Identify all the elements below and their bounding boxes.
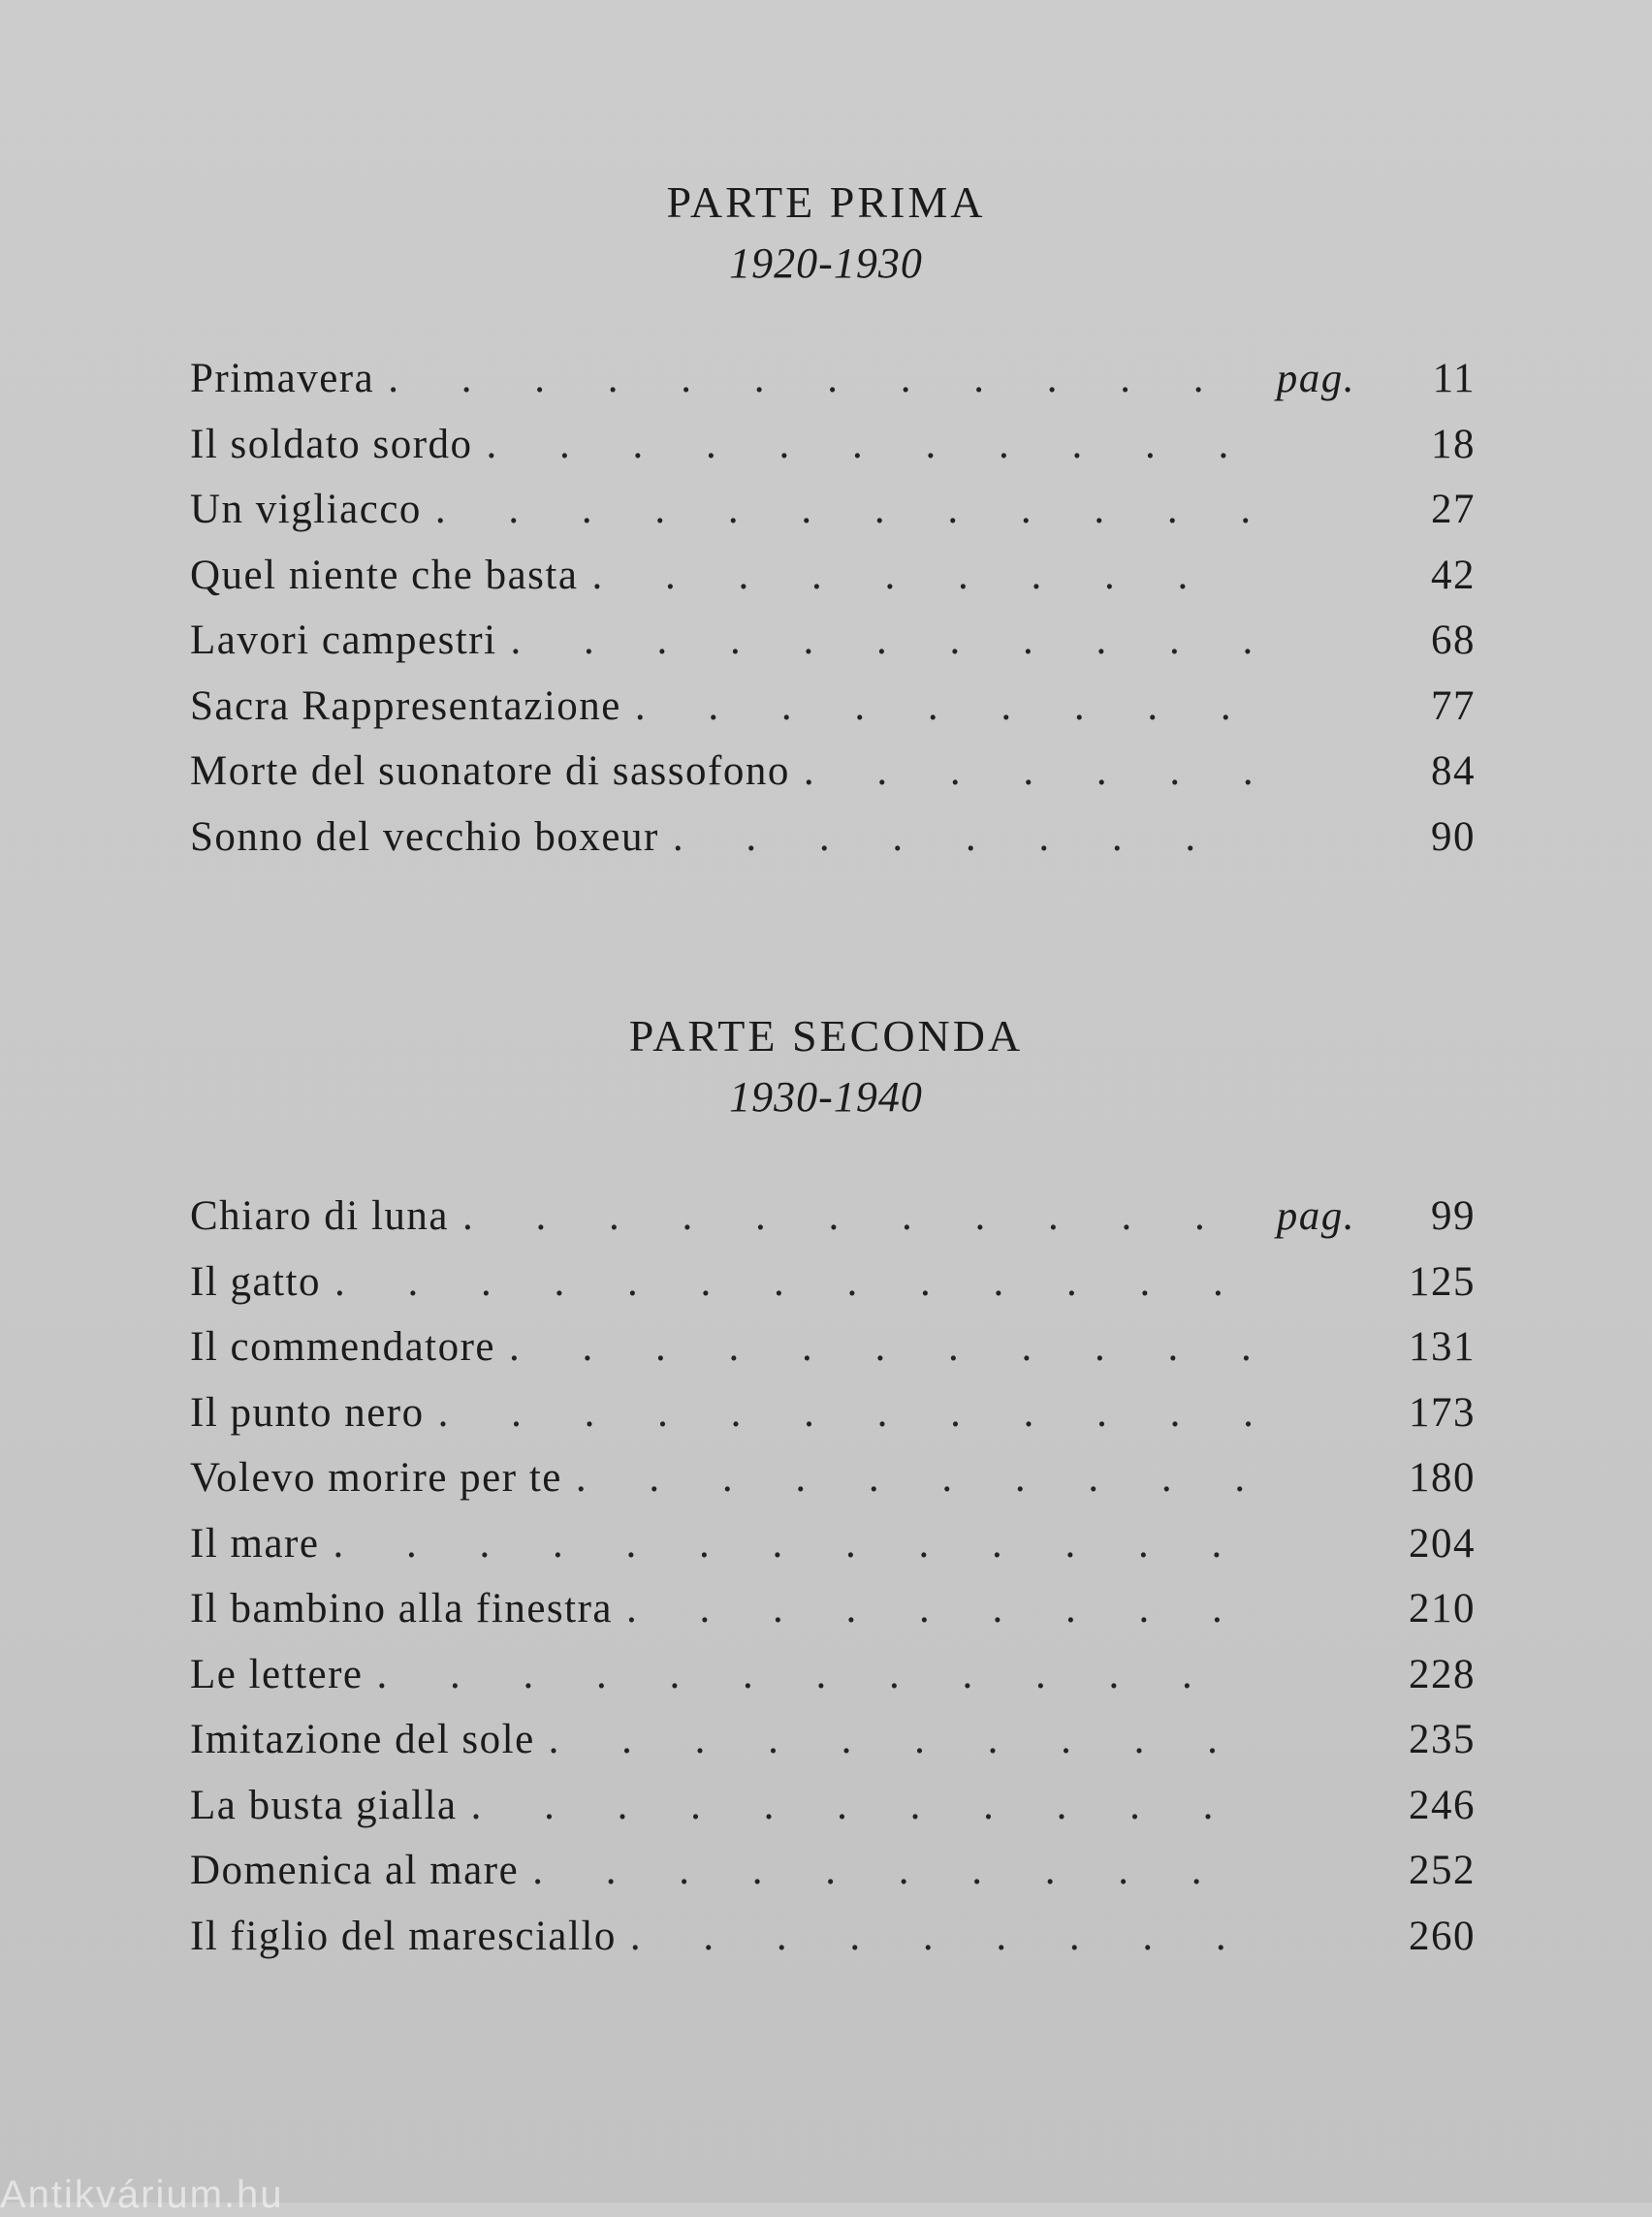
- toc-entry-page: 252: [1409, 1848, 1476, 1893]
- toc-entry-page: 246: [1409, 1782, 1476, 1828]
- watermark-text: Antikvárium.hu: [0, 2173, 284, 2216]
- toc-entry-page: 173: [1409, 1389, 1476, 1436]
- toc-entry: [190, 421, 1476, 487]
- toc-entry-title: Domenica al mare: [190, 1848, 520, 1893]
- toc-entry: [190, 1389, 1476, 1455]
- toc-entry-title: Il bambino alla finestra: [190, 1586, 613, 1631]
- toc-entry: [190, 1520, 1476, 1586]
- dot-leader: [487, 421, 1251, 468]
- dot-leader: [591, 552, 1251, 599]
- toc-entry-title: Le lettere: [190, 1651, 364, 1697]
- dot-leader: [462, 1192, 1251, 1240]
- dot-leader: [804, 747, 1251, 795]
- toc-entry-title: Chiaro di luna: [190, 1193, 450, 1239]
- toc-entry: [190, 355, 1476, 421]
- toc-entry-page: 42: [1431, 552, 1476, 598]
- toc-entry-title: La busta gialla: [190, 1782, 458, 1828]
- toc-entry-page: 210: [1409, 1586, 1476, 1631]
- toc-entry: [190, 617, 1476, 682]
- toc-entry: [190, 1258, 1476, 1324]
- toc-entry-title: Primavera: [190, 356, 375, 401]
- part-one-title: PARTE PRIMA: [666, 177, 986, 227]
- dot-leader: [549, 1716, 1251, 1763]
- toc-entry-title: Quel niente che basta: [190, 552, 579, 598]
- toc-entry-title: Sacra Rappresentazione: [190, 682, 621, 729]
- toc-entry-page: 77: [1431, 682, 1476, 729]
- part-two-years: 1930-1940: [729, 1073, 923, 1121]
- dot-leader: [438, 1389, 1251, 1437]
- toc-entry-title: Volevo morire per te: [190, 1455, 562, 1501]
- toc-entry: [190, 682, 1476, 748]
- toc-entry: [190, 1847, 1476, 1913]
- toc-entry-pag: pag.: [1276, 1193, 1355, 1239]
- toc-entry-title: Il figlio del maresciallo: [190, 1913, 617, 1959]
- toc-entry: [190, 813, 1476, 879]
- dot-leader: [334, 1258, 1251, 1306]
- dot-leader: [388, 355, 1251, 402]
- toc-entry: [190, 1323, 1476, 1389]
- toc-entry-title: Un vigliacco: [190, 487, 422, 532]
- dot-leader: [509, 1323, 1251, 1371]
- toc-entry-title: Il mare: [190, 1520, 320, 1567]
- toc-entry-page: 260: [1409, 1913, 1476, 1959]
- dot-leader: [673, 813, 1251, 861]
- toc-entry-title: Il gatto: [190, 1258, 321, 1305]
- toc-entry: [190, 486, 1476, 552]
- part-one-years: 1920-1930: [729, 239, 923, 287]
- dot-leader: [511, 617, 1251, 664]
- toc-entry-pag: pag.: [1276, 356, 1355, 401]
- dot-leader: [435, 486, 1251, 533]
- part-one-toc: [190, 355, 1476, 878]
- part-two-toc: [190, 1192, 1476, 1978]
- toc-entry: [190, 1192, 1476, 1258]
- part-one-heading: [0, 177, 1652, 287]
- toc-entry: [190, 1782, 1476, 1848]
- toc-entry-page: 125: [1409, 1258, 1476, 1305]
- dot-leader: [377, 1651, 1251, 1698]
- toc-entry-page: 90: [1431, 813, 1476, 860]
- part-two-title: PARTE SECONDA: [628, 1011, 1024, 1061]
- dot-leader: [532, 1847, 1251, 1894]
- dot-leader: [471, 1782, 1251, 1829]
- toc-entry: [190, 552, 1476, 618]
- part-two-heading: [0, 1011, 1652, 1121]
- dot-leader: [635, 682, 1251, 730]
- toc-entry-title: Imitazione del sole: [190, 1717, 535, 1762]
- toc-entry-page: 180: [1409, 1455, 1476, 1501]
- toc-entry-page: 84: [1431, 748, 1476, 794]
- toc-entry-page: 27: [1431, 487, 1476, 532]
- toc-entry-page: 11: [1432, 356, 1476, 401]
- toc-entry-page: 131: [1409, 1324, 1476, 1370]
- toc-entry-title: Morte del suonatore di sassofono: [190, 748, 790, 794]
- toc-entry-page: 18: [1431, 421, 1476, 467]
- toc-entry: [190, 1454, 1476, 1520]
- toc-entry-page: 228: [1409, 1651, 1476, 1697]
- dot-leader: [333, 1520, 1251, 1568]
- dot-leader: [630, 1913, 1251, 1960]
- toc-entry: [190, 1716, 1476, 1782]
- toc-entry-title: Lavori campestri: [190, 618, 497, 663]
- dot-leader: [576, 1454, 1251, 1502]
- toc-entry-page: 68: [1431, 618, 1476, 663]
- toc-entry-title: Il punto nero: [190, 1389, 425, 1436]
- toc-entry-page: 204: [1409, 1520, 1476, 1567]
- toc-entry-page: 235: [1409, 1717, 1476, 1762]
- toc-entry-title: Il commendatore: [190, 1324, 496, 1370]
- toc-entry: [190, 1585, 1476, 1651]
- toc-entry: [190, 1913, 1476, 1979]
- dot-leader: [626, 1585, 1251, 1632]
- toc-entry-title: Sonno del vecchio boxeur: [190, 813, 659, 860]
- toc-entry: [190, 747, 1476, 813]
- toc-entry-page: 99: [1431, 1193, 1476, 1239]
- toc-entry-title: Il soldato sordo: [190, 421, 473, 467]
- toc-entry: [190, 1651, 1476, 1717]
